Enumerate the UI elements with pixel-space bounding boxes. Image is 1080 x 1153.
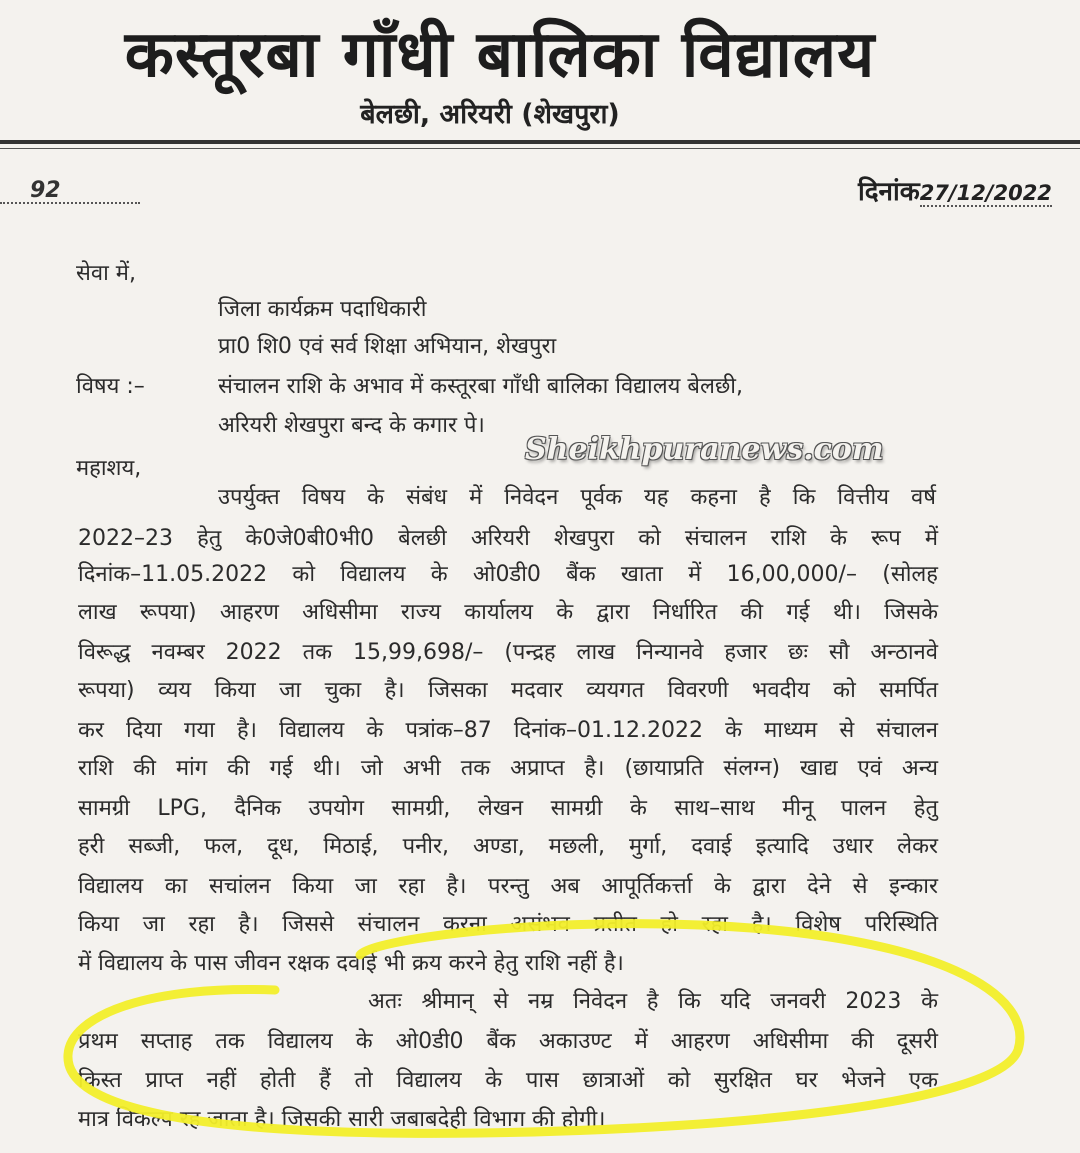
school-address: बेलछी, अरियरी (शेखपुरा) [360, 99, 620, 130]
body-line: उपर्युक्त विषय के संबंध में निवेदन पूर्वक यह कहना है कि वित्तीय वर्ष [218, 485, 936, 510]
subject-label: विषय :– [76, 374, 145, 399]
body-line: 2022–23 हेतु के0जे0बी0भी0 बेलछी अरियरी शेखपुरा को संचालन राशि के रूप में [78, 526, 938, 551]
body-line: कर दिया गया है। विद्यालय के पत्रांक–87 दिनांक–01.12.2022 के माध्यम से संचालन [78, 718, 938, 743]
addressee-line-1: जिला कार्यक्रम पदाधिकारी [218, 297, 427, 322]
date-label: दिनांक [858, 177, 920, 207]
addressee-line-2: प्रा0 शि0 एवं सर्व शिक्षा अभियान, शेखपुरा [218, 334, 557, 359]
body-line: रूपया) व्यय किया जा चुका है। जिसका मदवार व्ययगत विवरणी भवदीय को समर्पित [78, 678, 938, 703]
body-line: मात्र विकल्प रह जाता है। जिसकी सारी जबाबदेही विभाग की होगी। [78, 1107, 606, 1132]
date-line [858, 172, 1052, 208]
body-line: राशि की मांग की गई थी। जो अभी तक अप्राप्त है। (छायाप्रति संलग्न) खाद्य एवं अन्य [78, 756, 938, 781]
body-line: अतः श्रीमान् से नम्र निवेदन है कि यदि जनवरी 2023 के [368, 989, 938, 1014]
body-line: किस्त प्राप्त नहीं होती हैं तो विद्यालय के पास छात्राओं को सुरक्षित घर भेजने एक [78, 1068, 938, 1093]
body-line: हरी सब्जी, फल, दूध, मिठाई, पनीर, अण्डा, मछली, मुर्गा, दवाई इत्यादि उधार लेकर [78, 834, 938, 859]
greeting: महाशय, [76, 456, 142, 481]
subject-line-2: अरियरी शेखपुरा बन्द के कगार पे। [218, 413, 485, 438]
body-line: किया जा रहा है। जिससे संचालन करना असंभव प्रतीत हो रहा है। विशेष परिस्थिति [78, 912, 938, 937]
date-value: 27/12/2022 [919, 181, 1052, 205]
body-line: सामग्री LPG, दैनिक उपयोग सामग्री, लेखन सामग्री के साथ–साथ मीनू पालन हेतु [78, 796, 938, 821]
body-line: विद्यालय का सचांलन किया जा रहा है। परन्तु अब आपूर्तिकर्त्ता के द्वारा देने से इन्कार [78, 874, 938, 899]
subject-line-1: संचालन राशि के अभाव में कस्तूरबा गाँधी बालिका विद्यालय बेलछी, [218, 374, 744, 399]
letter-number: 92 [0, 178, 140, 204]
school-name: कस्तूरबा गाँधी बालिका विद्यालय [124, 18, 876, 92]
salutation: सेवा में, [76, 261, 136, 286]
watermark: Sheikhpuranews.com [525, 432, 884, 467]
letterhead-divider [0, 140, 1080, 144]
body-line: दिनांक–11.05.2022 को विद्यालय के ओ0डी0 बैंक खाता में 16,00,000/– (सोलह [78, 562, 938, 587]
body-line: प्रथम सप्ताह तक विद्यालय के ओ0डी0 बैंक अकाउण्ट में आहरण अधिसीमा की दूसरी [78, 1029, 938, 1054]
letterhead-divider-thin [0, 148, 1080, 149]
body-line: में विद्यालय के पास जीवन रक्षक दवाई भी क्रय करने हेतु राशि नहीं है। [78, 951, 624, 976]
body-line: विरूद्ध नवम्बर 2022 तक 15,99,698/– (पन्द्रह लाख निन्यानवे हजार छः सौ अन्ठानवे [78, 640, 938, 665]
body-line: लाख रूपया) आहरण अधिसीमा राज्य कार्यालय के द्वारा निर्धारित की गई थी। जिसके [78, 600, 938, 625]
